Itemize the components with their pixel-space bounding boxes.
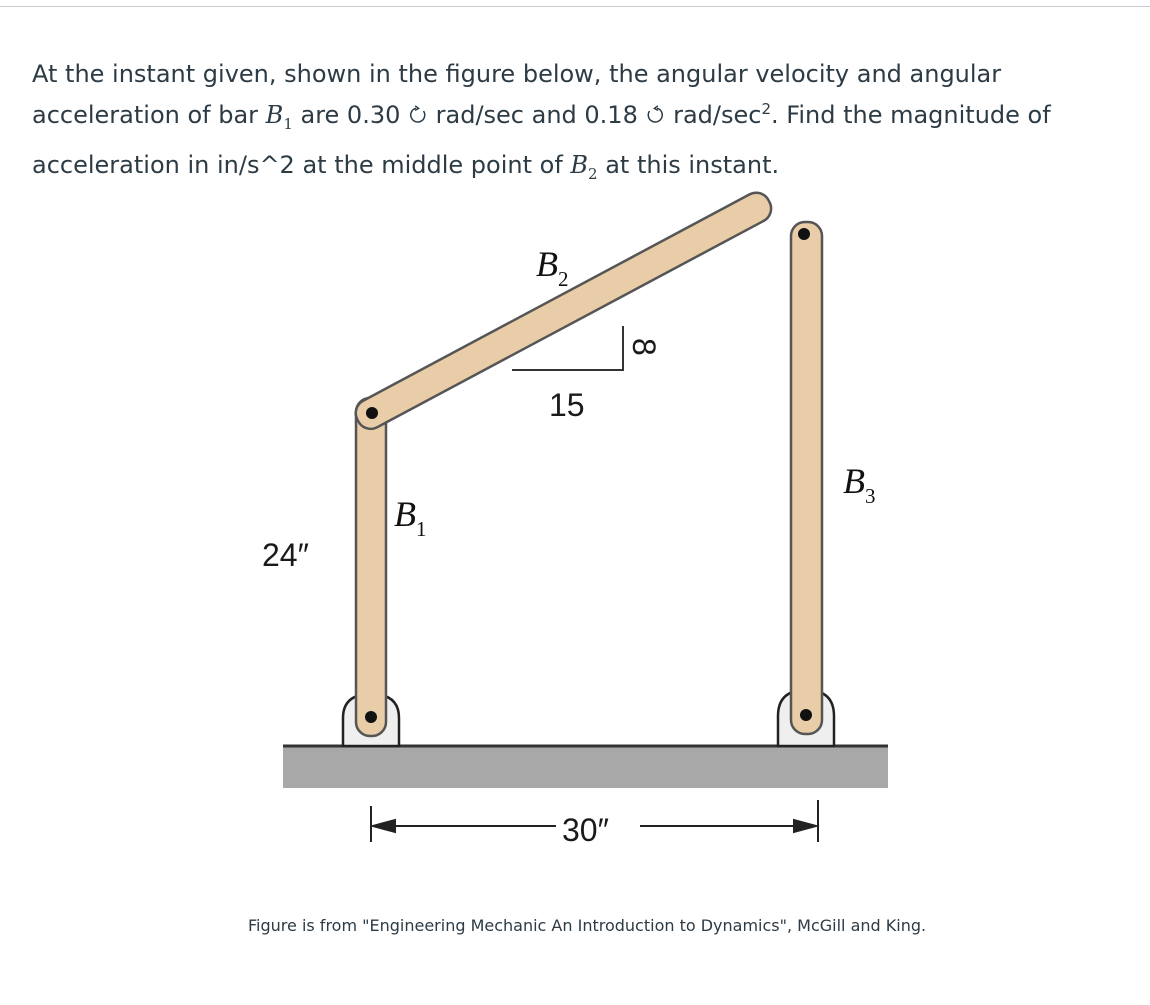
bar-b2-symbol: $B_2$ <box>570 150 598 183</box>
slope-run-label: 15 <box>549 387 585 423</box>
joint-a <box>366 407 378 419</box>
span-dimension: 30″ <box>562 812 609 848</box>
bar-b3 <box>791 222 822 734</box>
label-b3: $B_3$ <box>843 461 876 508</box>
joint-b <box>798 228 810 240</box>
label-b2: $B_2$ <box>536 244 569 291</box>
pivot-left <box>365 711 377 723</box>
label-b1: $B_1$ <box>394 494 427 541</box>
pivot-right <box>800 709 812 721</box>
figure-caption: Figure is from "Engineering Mechanic An Introduction to Dynamics", McGill and King. <box>248 916 927 935</box>
height-dimension: 24″ <box>262 537 309 573</box>
question-text: At the instant given, shown in the figure below, the angular velocity and angular acceleration of bar $B_1$ are 0.30 rad/sec and 0.18 rad/$\sec^2$. Find the magnitude of acceleration in in/s^2 at the middle point of $B_2$ at this instant. <box>32 60 1051 183</box>
bar-b1 <box>356 398 386 736</box>
slope-rise-label: 8 <box>626 338 662 356</box>
bar-b1-symbol: $B_1$ <box>265 101 293 133</box>
ground-hatch <box>283 746 888 788</box>
